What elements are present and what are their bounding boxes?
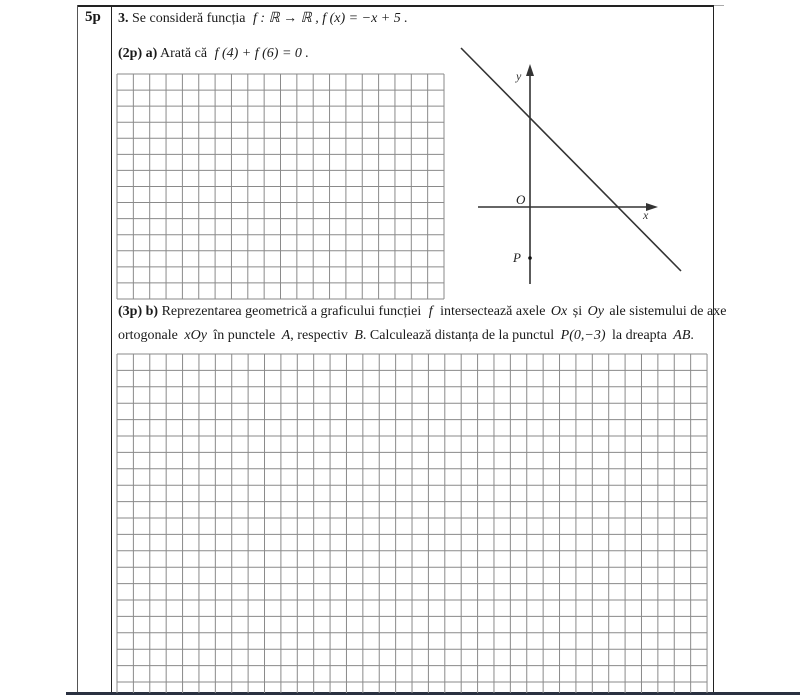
part-b-text-8: . Calculează distanța de la punctul (362, 328, 555, 343)
part-b-points: (3p) (118, 304, 143, 319)
x-axis-label: x (643, 208, 649, 222)
answer-grid-a[interactable] (116, 73, 446, 301)
frame-top-border (77, 5, 714, 7)
problem-statement (118, 10, 408, 27)
part-a-statement (118, 46, 309, 62)
origin-label: O (516, 192, 526, 207)
part-b-text-10: . (690, 328, 694, 343)
problem-number: 3. (118, 11, 129, 26)
part-a-points: (2p) (118, 46, 143, 61)
part-b-label: b) (145, 304, 159, 319)
function-graph (455, 40, 700, 290)
part-b-text-9: la dreapta (611, 328, 667, 343)
part-b-system-xoy: xOy (184, 328, 207, 343)
part-b-point-a: A (281, 328, 291, 343)
part-b-axis-oy: Oy (587, 304, 604, 319)
problem-statement-text: Se consideră funcția (132, 11, 246, 26)
part-b-function-name: f (428, 304, 433, 319)
problem-function-definition: f : ℝ → ℝ , f (x) = −x + 5 . (253, 11, 408, 26)
part-b-statement-line-1 (118, 304, 726, 320)
y-axis-arrow-icon (526, 64, 534, 76)
part-b-text-6: în punctele (213, 328, 276, 343)
part-b-statement-line-2 (118, 328, 694, 344)
part-b-line-ab: AB (673, 328, 691, 343)
part-b-axis-ox: Ox (550, 304, 568, 319)
frame-top-stub (714, 5, 724, 6)
part-b-text-1: Reprezentarea geometrică a graficului funcției (161, 304, 422, 319)
part-b-text-7: , respectiv (290, 328, 348, 343)
part-b-text-2: intersectează axele (440, 304, 546, 319)
points-column-divider (111, 5, 112, 695)
function-line (461, 48, 681, 271)
part-b-point-p: P(0,−3) (560, 328, 606, 343)
problem-points: 5p (85, 9, 101, 25)
answer-grid-b[interactable] (116, 353, 710, 693)
y-axis-label: y (516, 69, 522, 83)
frame-left-border (77, 5, 78, 695)
part-a-math: f (4) + f (6) = 0 . (214, 46, 309, 61)
part-b-text-4: ale sistemului de axe (609, 304, 727, 319)
point-p-label: P (513, 250, 521, 265)
part-a-text: Arată că (160, 46, 208, 61)
part-a-label: a) (145, 46, 158, 61)
part-b-point-b: B (354, 328, 363, 343)
part-b-text-5: ortogonale (118, 328, 178, 343)
part-b-text-3: și (572, 304, 583, 319)
point-p-marker (528, 256, 532, 260)
frame-right-border (713, 5, 714, 695)
